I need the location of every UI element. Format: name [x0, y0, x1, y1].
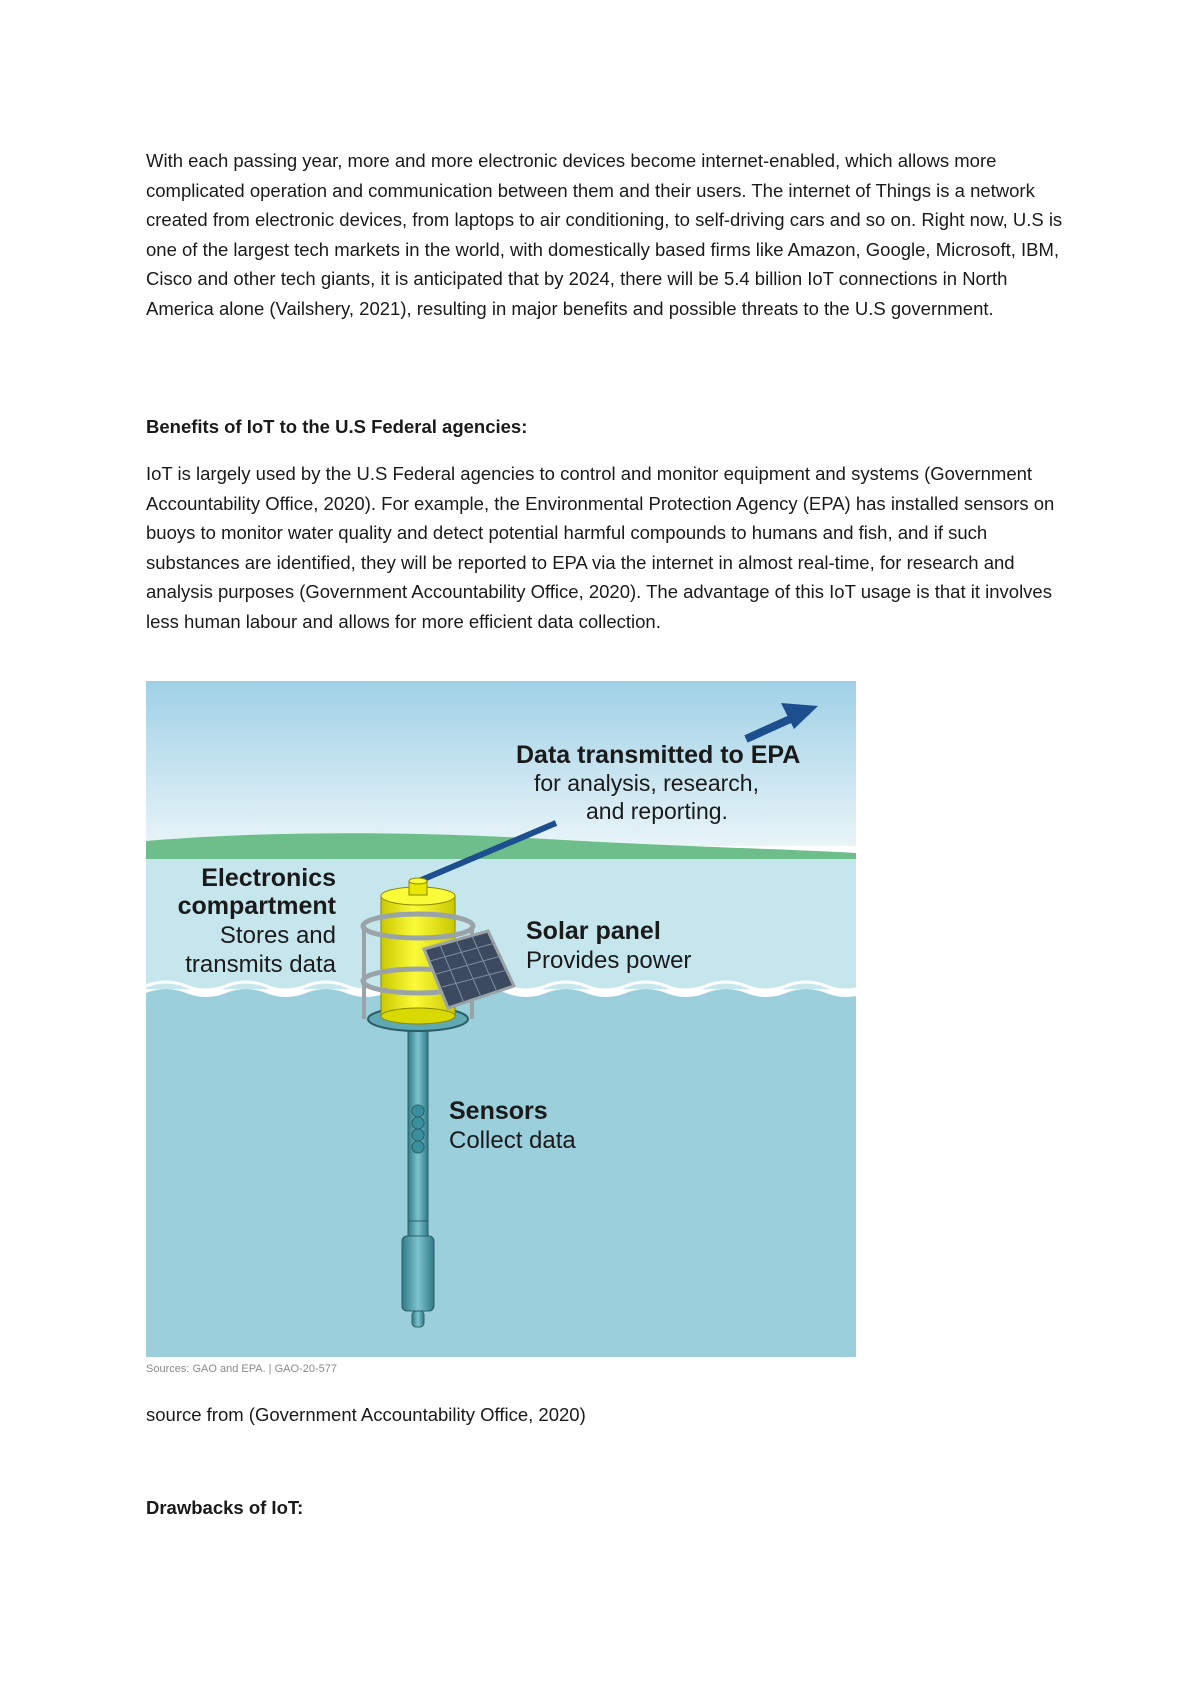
buoy-diagram [146, 681, 856, 1357]
electronics-title-1: Electronics [201, 864, 336, 892]
sensors-title-label: Sensors [449, 1097, 548, 1125]
electronics-line-1: Stores and [219, 922, 336, 949]
benefits-heading: Benefits of IoT to the U.S Federal agencies: [146, 416, 528, 437]
electronics-line-2: transmits data [185, 951, 336, 978]
deep-water [146, 989, 856, 1357]
data-title-label: Data transmitted to EPA [516, 741, 801, 769]
electronics-title-2: compartment [177, 892, 336, 920]
intro-paragraph: With each passing year, more and more electronic devices become internet-enabled, which allows more complicated operation and communication between them and their users. The internet of Things is a network created from electronic devices, from laptops to air conditioning, to self-driving cars and so on. Right now, U.S is one of the largest tech markets in the world, with domestically based firms like Amazon, Google, Microsoft, IBM, Cisco and other tech giants, it is anticipated that by 2024, there will be 5.4 billion IoT connections in North America alone (Vailshery, 2021), resulting in major benefits and possible threats to the U.S government. [146, 150, 1063, 319]
solar-title-label: Solar panel [526, 917, 661, 945]
figure-caption: source from (Government Accountability Office, 2020) [146, 1404, 586, 1425]
buoy-tip [412, 1311, 424, 1327]
data-line1-label: for analysis, research, [534, 770, 759, 796]
data-line2-label: and reporting. [586, 798, 728, 824]
drawbacks-heading: Drawbacks of IoT: [146, 1497, 304, 1518]
buoy-weight [402, 1236, 434, 1311]
figure-source-note: Sources: GAO and EPA. | GAO-20-577 [146, 1363, 337, 1375]
sensors-desc-label: Collect data [449, 1127, 576, 1154]
solar-desc-label: Provides power [526, 947, 692, 974]
benefits-paragraph: IoT is largely used by the U.S Federal agencies to control and monitor equipment and systems (Government Accountability Office, 2020). For example, the Environmental Protection Agency (EPA) has installed sensors on buoys to monitor water quality and detect potential harmful compounds to humans and fish, and if such substances are identified, they will be reported to EPA via the internet in almost real-time, for research and analysis purposes (Government Accountability Office, 2020). The advantage of this IoT usage is that it involves less human labour and allows for more efficient data collection. [146, 463, 1055, 632]
